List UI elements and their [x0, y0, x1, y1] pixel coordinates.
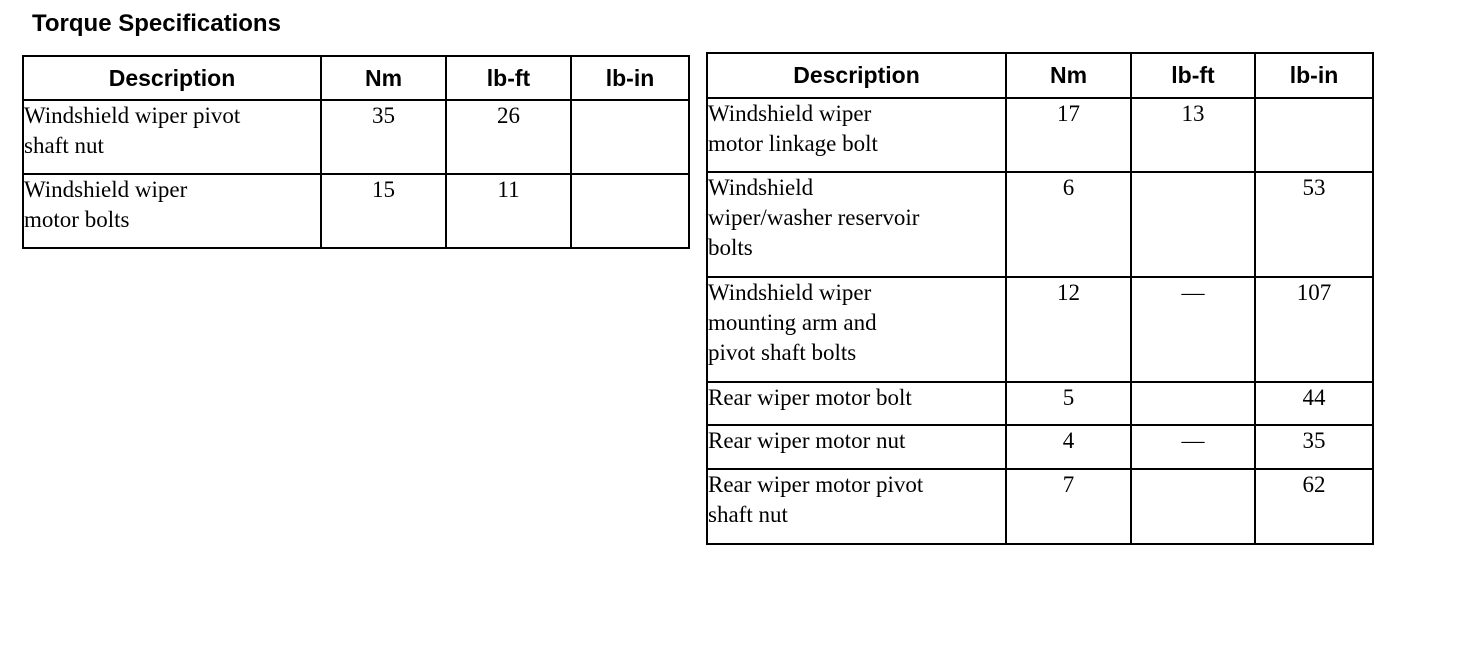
column-header-lb-ft: lb-ft — [1131, 53, 1255, 98]
table-header-row — [23, 56, 689, 100]
description-cell: Windshield wiper motor bolts — [23, 174, 321, 248]
column-header-nm: Nm — [1006, 53, 1131, 98]
table-row — [707, 277, 1373, 382]
description-cell: Windshield wiper/washer reservoir bolts — [707, 172, 1006, 277]
description-cell: Windshield wiper mounting arm and pivot shaft bolts — [707, 277, 1006, 382]
nm-cell: 5 — [1006, 382, 1131, 425]
lb-in-cell — [571, 174, 689, 248]
description-cell: Rear wiper motor bolt — [707, 382, 1006, 425]
table-row — [707, 172, 1373, 277]
table-row — [23, 174, 689, 248]
lb-in-cell: 107 — [1255, 277, 1373, 382]
table-row — [707, 469, 1373, 544]
lb-ft-cell: 13 — [1131, 98, 1255, 172]
nm-cell: 7 — [1006, 469, 1131, 544]
lb-ft-cell: 11 — [446, 174, 571, 248]
torque-table-right — [706, 52, 1374, 545]
nm-cell: 17 — [1006, 98, 1131, 172]
table-row — [23, 100, 689, 174]
column-header-lb-in: lb-in — [1255, 53, 1373, 98]
lb-ft-cell: — — [1131, 277, 1255, 382]
page-title: Torque Specifications — [32, 10, 281, 37]
table-header-row — [707, 53, 1373, 98]
lb-ft-cell — [1131, 172, 1255, 277]
nm-cell: 12 — [1006, 277, 1131, 382]
description-cell: Windshield wiper motor linkage bolt — [707, 98, 1006, 172]
nm-cell: 6 — [1006, 172, 1131, 277]
column-header-nm: Nm — [321, 56, 446, 100]
lb-in-cell: 35 — [1255, 425, 1373, 469]
description-cell: Rear wiper motor nut — [707, 425, 1006, 469]
lb-ft-cell: — — [1131, 425, 1255, 469]
column-header-lb-ft: lb-ft — [446, 56, 571, 100]
nm-cell: 35 — [321, 100, 446, 174]
nm-cell: 15 — [321, 174, 446, 248]
column-header-description: Description — [23, 56, 321, 100]
column-header-description: Description — [707, 53, 1006, 98]
description-cell: Windshield wiper pivot shaft nut — [23, 100, 321, 174]
lb-ft-cell: 26 — [446, 100, 571, 174]
lb-ft-cell — [1131, 382, 1255, 425]
lb-in-cell: 53 — [1255, 172, 1373, 277]
nm-cell: 4 — [1006, 425, 1131, 469]
table-row — [707, 425, 1373, 469]
lb-in-cell — [1255, 98, 1373, 172]
lb-in-cell: 62 — [1255, 469, 1373, 544]
torque-table-left — [22, 55, 690, 249]
table-row — [707, 98, 1373, 172]
column-header-lb-in: lb-in — [571, 56, 689, 100]
lb-ft-cell — [1131, 469, 1255, 544]
description-cell: Rear wiper motor pivot shaft nut — [707, 469, 1006, 544]
lb-in-cell: 44 — [1255, 382, 1373, 425]
lb-in-cell — [571, 100, 689, 174]
table-row — [707, 382, 1373, 425]
